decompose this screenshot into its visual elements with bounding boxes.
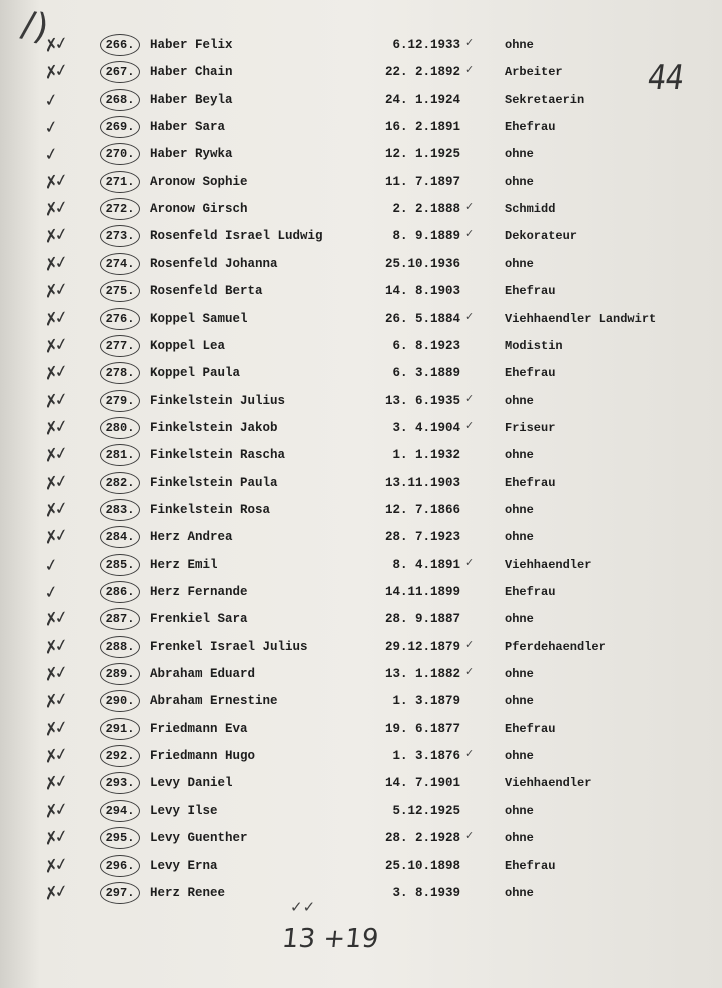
date-tick-mark: ✓ — [465, 391, 475, 405]
person-name: Rosenfeld Berta — [150, 284, 263, 299]
row-check-marks: ✗✓ — [42, 416, 67, 440]
row-number: 295. — [100, 827, 140, 849]
row-check-marks: ✗✓ — [42, 772, 67, 796]
occupation: ohne — [505, 749, 534, 764]
person-name: Herz Fernande — [150, 585, 248, 599]
person-name: Frenkel Israel Julius — [150, 639, 308, 654]
person-name: Abraham Ernestine — [150, 694, 278, 709]
birth-date: 2. 2.1888 — [392, 202, 460, 217]
footer-handwritten-note: 13 +19 — [280, 924, 380, 954]
row-check-marks: ✗✓ — [42, 826, 67, 851]
occupation: Modistin — [505, 338, 563, 353]
table-row — [0, 744, 722, 775]
table-row — [0, 307, 722, 338]
date-tick-mark: ✓ — [465, 63, 475, 77]
person-name: Haber Rywka — [150, 147, 233, 162]
row-check-marks: ✗✓ — [42, 197, 67, 221]
row-check-marks: ✗✓ — [42, 690, 67, 714]
table-row — [0, 582, 722, 611]
table-row — [0, 117, 722, 146]
person-name: Aronow Sophie — [150, 174, 248, 189]
occupation: Schmidd — [505, 202, 556, 217]
occupation: ohne — [505, 256, 534, 271]
occupation: ohne — [505, 448, 534, 463]
occupation: ohne — [505, 38, 534, 52]
row-number: 284. — [100, 526, 140, 548]
page-number: 44 — [645, 58, 686, 98]
birth-date: 28. 2.1928 — [384, 831, 460, 846]
row-number: 290. — [100, 690, 140, 712]
birth-date: 8. 9.1889 — [392, 229, 460, 244]
occupation: ohne — [505, 831, 534, 846]
row-check-marks: ✗✓ — [42, 60, 67, 85]
table-row — [0, 525, 722, 556]
row-number: 293. — [100, 772, 140, 794]
row-number: 270. — [100, 143, 140, 165]
birth-date: 11. 7.1897 — [384, 174, 460, 189]
birth-date: 26. 5.1884 — [384, 311, 460, 326]
person-name: Frenkiel Sara — [150, 612, 248, 627]
person-name: Abraham Eduard — [150, 667, 256, 682]
occupation: ohne — [505, 530, 534, 545]
row-check-marks: ✗✓ — [42, 361, 67, 386]
row-check-marks: ✗✓ — [42, 471, 67, 495]
date-tick-mark: ✓ — [465, 36, 475, 49]
person-name: Finkelstein Jakob — [150, 420, 278, 435]
table-row — [0, 225, 722, 255]
occupation: ohne — [505, 174, 534, 189]
person-name: Koppel Paula — [150, 366, 241, 381]
row-check-marks: ✗✓ — [42, 443, 67, 468]
row-number: 271. — [100, 171, 140, 193]
row-check-marks: ✗✓ — [42, 389, 67, 413]
birth-date: 1. 3.1876 — [392, 749, 460, 764]
table-row — [0, 334, 722, 365]
row-number: 285. — [100, 554, 140, 576]
occupation: ohne — [505, 667, 534, 682]
row-number: 296. — [100, 855, 140, 877]
table-row — [0, 144, 722, 173]
occupation: ohne — [505, 803, 534, 818]
footer-tick-marks: ✓✓ — [290, 898, 316, 916]
row-number: 269. — [100, 116, 140, 138]
table-row — [0, 197, 722, 228]
birth-date: 14. 7.1901 — [384, 776, 460, 791]
birth-date: 25.10.1936 — [384, 256, 460, 271]
birth-date: 16. 2.1891 — [384, 120, 460, 135]
person-name: Levy Erna — [150, 858, 218, 873]
table-row — [0, 416, 722, 447]
occupation: ohne — [505, 694, 534, 709]
birth-date: 28. 9.1887 — [384, 612, 460, 627]
table-row — [0, 662, 722, 693]
birth-date: 14.11.1899 — [384, 585, 460, 599]
birth-date: 12. 7.1866 — [384, 502, 460, 517]
row-check-marks: ✗✓ — [42, 252, 67, 276]
birth-date: 24. 1.1924 — [384, 92, 460, 107]
date-tick-mark: ✓ — [465, 665, 475, 679]
person-name: Koppel Lea — [150, 338, 226, 353]
row-number: 266. — [100, 34, 140, 56]
person-name: Haber Felix — [150, 38, 233, 52]
occupation: Ehefrau — [505, 366, 556, 381]
person-name: Levy Ilse — [150, 803, 218, 818]
table-row — [0, 607, 722, 638]
row-number: 267. — [100, 61, 140, 83]
date-tick-mark: ✓ — [465, 418, 475, 432]
occupation: Ehefrau — [505, 585, 556, 599]
occupation: Friseur — [505, 420, 556, 435]
row-check-marks: ✗✓ — [42, 717, 67, 741]
occupation: ohne — [505, 502, 534, 517]
row-number: 288. — [100, 636, 140, 658]
occupation: Ehefrau — [505, 858, 556, 873]
row-number: 274. — [100, 253, 140, 275]
date-tick-mark: ✓ — [465, 555, 475, 569]
date-tick-mark: ✓ — [465, 747, 475, 761]
corner-handwritten-mark: /) — [18, 3, 53, 50]
birth-date: 6. 8.1923 — [392, 338, 460, 353]
date-tick-mark: ✓ — [465, 637, 475, 651]
birth-date: 3. 4.1904 — [392, 420, 460, 435]
occupation: Viehhaendler Landwirt — [505, 311, 657, 326]
occupation: Ehefrau — [505, 475, 556, 490]
table-row — [0, 881, 722, 912]
row-number: 283. — [100, 499, 140, 521]
date-tick-mark: ✓ — [465, 200, 475, 214]
birth-date: 28. 7.1923 — [384, 530, 460, 545]
row-number: 278. — [100, 362, 140, 384]
table-row — [0, 717, 722, 748]
table-row — [0, 690, 722, 720]
row-check-marks: ✗✓ — [42, 225, 67, 249]
row-number: 273. — [100, 225, 140, 247]
row-check-marks: ✗✓ — [42, 881, 67, 905]
table-row — [0, 555, 722, 584]
table-row — [0, 90, 722, 119]
table-row — [0, 361, 722, 392]
person-name: Friedmann Eva — [150, 721, 248, 736]
birth-date: 25.10.1898 — [384, 858, 460, 873]
row-number: 268. — [100, 89, 140, 111]
row-number: 289. — [100, 663, 140, 685]
table-row — [0, 799, 722, 830]
person-name: Finkelstein Julius — [150, 393, 286, 408]
row-number: 272. — [100, 198, 140, 220]
person-name: Rosenfeld Johanna — [150, 256, 278, 271]
row-number: 276. — [100, 308, 140, 330]
occupation: ohne — [505, 612, 534, 627]
row-number: 294. — [100, 800, 140, 822]
row-check-marks: ✓ — [42, 144, 57, 167]
occupation: ohne — [505, 885, 534, 900]
table-row — [0, 389, 722, 420]
birth-date: 6.12.1933 — [392, 38, 460, 52]
row-number: 281. — [100, 444, 140, 466]
table-row — [0, 635, 722, 666]
birth-date: 13. 1.1882 — [384, 667, 460, 682]
table-row — [0, 772, 722, 802]
occupation: Viehhaendler — [505, 557, 592, 572]
birth-date: 8. 4.1891 — [392, 557, 460, 572]
row-number: 279. — [100, 390, 140, 412]
occupation: Dekorateur — [505, 229, 578, 244]
person-name: Aronow Girsch — [150, 202, 248, 217]
table-row — [0, 498, 722, 529]
person-name: Herz Renee — [150, 885, 226, 900]
person-name: Haber Sara — [150, 120, 226, 135]
person-name: Haber Beyla — [150, 92, 233, 107]
birth-date: 12. 1.1925 — [384, 147, 460, 162]
person-name: Rosenfeld Israel Ludwig — [150, 229, 323, 244]
table-row — [0, 471, 722, 502]
row-number: 291. — [100, 718, 140, 740]
row-check-marks: ✓ — [42, 90, 57, 112]
table-row — [0, 33, 722, 64]
birth-date: 13.11.1903 — [384, 475, 460, 490]
table-row — [0, 170, 722, 201]
date-tick-mark: ✓ — [465, 309, 475, 323]
person-name: Herz Emil — [150, 557, 218, 572]
row-number: 277. — [100, 335, 140, 357]
table-row — [0, 60, 722, 91]
person-name: Haber Chain — [150, 65, 233, 80]
person-name: Levy Guenther — [150, 831, 248, 846]
occupation: Ehefrau — [505, 120, 556, 135]
occupation: ohne — [505, 147, 534, 162]
date-tick-mark: ✓ — [465, 829, 475, 843]
row-check-marks: ✗✓ — [42, 170, 67, 194]
birth-date: 29.12.1879 — [384, 639, 460, 654]
birth-date: 5.12.1925 — [392, 803, 460, 818]
occupation: ohne — [505, 393, 534, 408]
occupation: Sekretaerin — [505, 92, 585, 107]
date-tick-mark: ✓ — [465, 227, 475, 241]
birth-date: 13. 6.1935 — [384, 393, 460, 408]
birth-date: 3. 8.1939 — [392, 885, 460, 900]
row-check-marks: ✗✓ — [42, 307, 67, 331]
person-name: Koppel Samuel — [150, 311, 248, 326]
row-check-marks: ✗✓ — [42, 635, 67, 659]
row-check-marks: ✗✓ — [42, 854, 67, 878]
table-row — [0, 826, 722, 857]
birth-date: 22. 2.1892 — [384, 65, 460, 80]
row-number: 292. — [100, 745, 140, 767]
birth-date: 19. 6.1877 — [384, 721, 460, 736]
person-name: Finkelstein Rosa — [150, 502, 271, 517]
occupation: Arbeiter — [505, 65, 563, 80]
row-number: 275. — [100, 280, 140, 302]
table-row — [0, 279, 722, 310]
person-name: Levy Daniel — [150, 776, 233, 791]
birth-date: 1. 3.1879 — [392, 694, 460, 709]
person-name: Finkelstein Rascha — [150, 448, 286, 463]
row-check-marks: ✗✓ — [42, 279, 67, 304]
person-name: Finkelstein Paula — [150, 475, 278, 490]
row-check-marks: ✓ — [42, 117, 57, 139]
row-number: 282. — [100, 472, 140, 494]
occupation: Ehefrau — [505, 284, 556, 299]
person-name: Friedmann Hugo — [150, 749, 256, 764]
row-check-marks: ✗✓ — [42, 662, 67, 686]
row-number: 286. — [100, 581, 140, 603]
occupation: Pferdehaendler — [505, 639, 606, 654]
row-check-marks: ✓ — [42, 555, 57, 577]
row-check-marks: ✗✓ — [42, 334, 67, 358]
table-row — [0, 854, 722, 885]
birth-date: 14. 8.1903 — [384, 284, 460, 299]
occupation: Ehefrau — [505, 721, 556, 736]
table-row — [0, 443, 722, 474]
row-check-marks: ✓ — [42, 582, 57, 604]
table-row — [0, 252, 722, 283]
birth-date: 1. 1.1932 — [392, 448, 460, 463]
row-check-marks: ✗✓ — [42, 744, 67, 768]
birth-date: 6. 3.1889 — [392, 366, 460, 381]
occupation: Viehhaendler — [505, 776, 592, 791]
row-number: 297. — [100, 882, 140, 904]
row-check-marks: ✗✓ — [42, 799, 67, 823]
row-check-marks: ✗✓ — [42, 607, 67, 632]
row-check-marks: ✗✓ — [42, 498, 67, 522]
person-name: Herz Andrea — [150, 530, 233, 545]
row-number: 280. — [100, 417, 140, 439]
row-check-marks: ✗✓ — [42, 525, 67, 550]
row-number: 287. — [100, 608, 140, 630]
row-check-marks: ✗✓ — [42, 33, 67, 57]
